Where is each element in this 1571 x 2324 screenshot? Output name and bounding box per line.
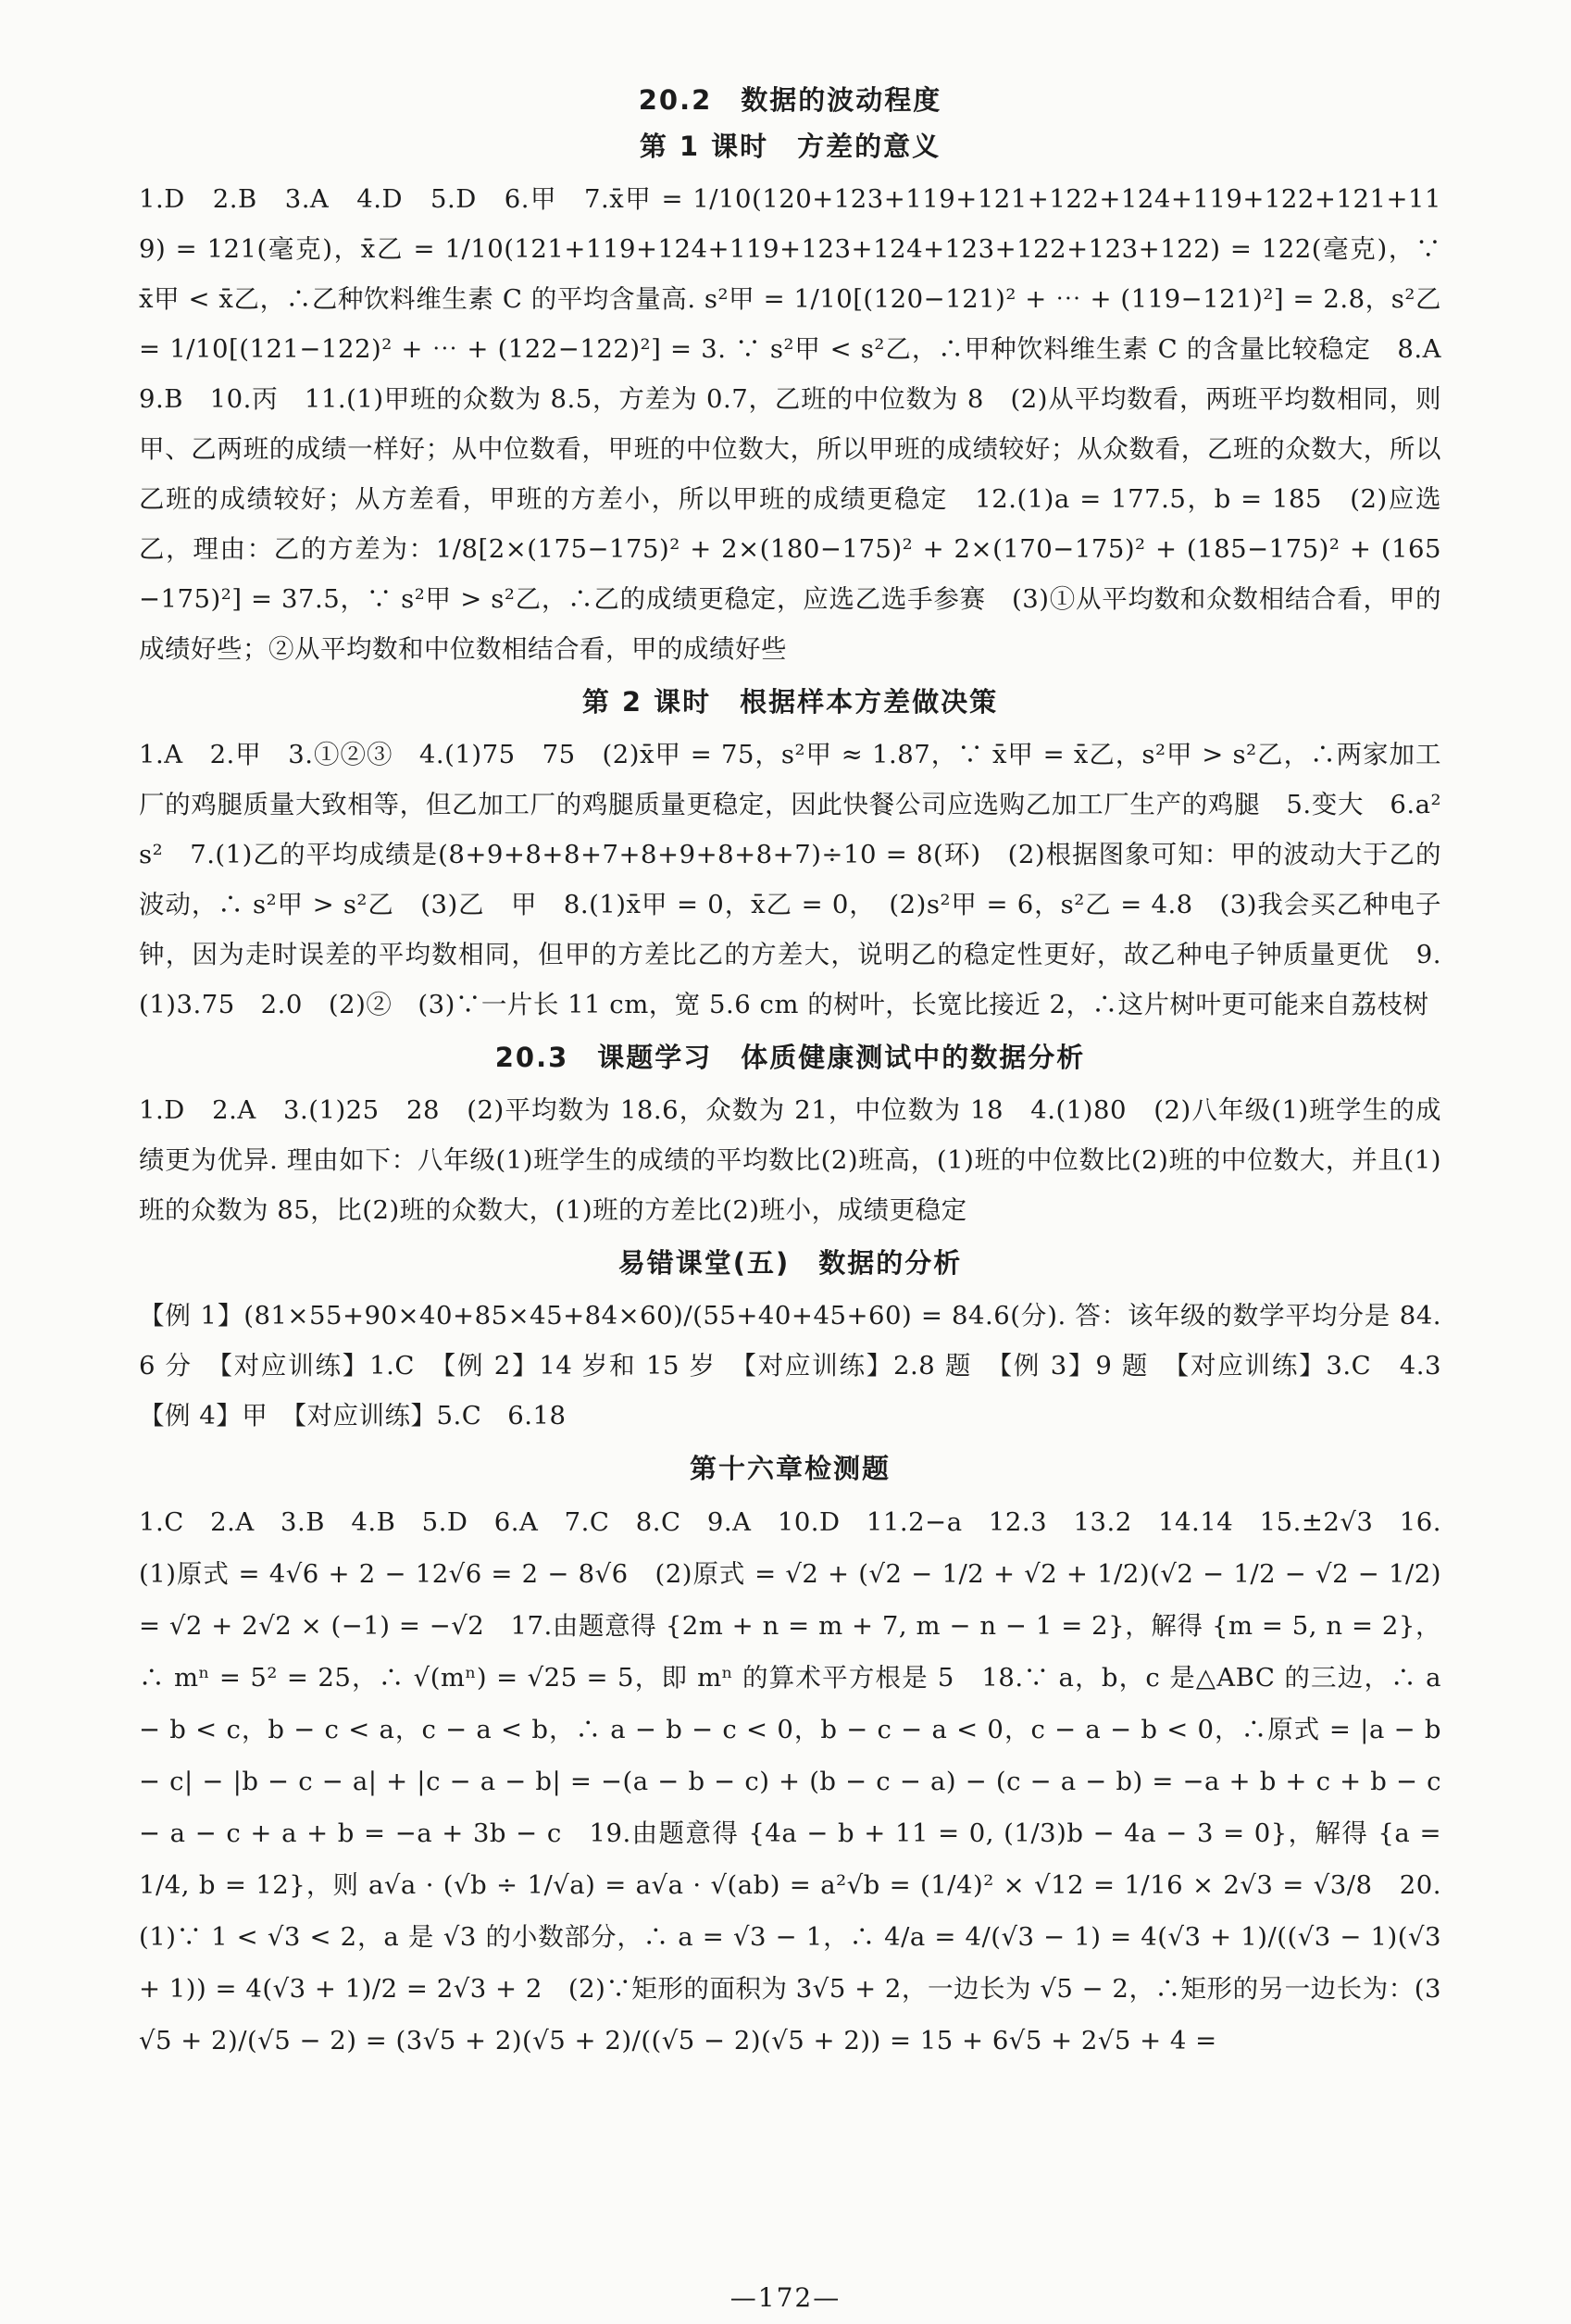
answer-paragraph: 1.D 2.B 3.A 4.D 5.D 6.甲 7.x̄甲 = 1/10(120+123+119+121+122+124+119+122+121+119) = 121(毫克)，x̄乙 = 1/10(121+119+124+119+123+124+123+122+123+122) = 122(毫克)，∵ x̄甲 < x̄乙，∴乙种饮料维生素 C 的平均含量高. s²甲 = 1/10[(120−121)² + ⋯ + (119−121)²] = 2.8，s²乙 = 1/10[(121−122)² + ⋯ + (122−122)²] = 3. ∵ s²甲 < s²乙，∴甲种饮料维生素 C 的含量比较稳定 8.A 9.B 10.丙 11.(1)甲班的众数为 8.5，方差为 0.7，乙班的中位数为 8 (2)从平均数看，两班平均数相同，则甲、乙两班的成绩一样好；从中位数看，甲班的中位数大，所以甲班的成绩较好；从众数看，乙班的众数大，所以乙班的成绩较好；从方差看，甲班的方差小，所以甲班的成绩更稳定 12.(1)a = 177.5，b = 185 (2)应选乙，理由：乙的方差为：1/8[2×(175−175)² + 2×(180−175)² + 2×(170−175)² + (185−175)² + (165−175)²] = 37.5，∵ s²甲 > s²乙，∴乙的成绩更稳定，应选乙选手参赛 (3)①从平均数和众数相结合看，甲的成绩好些；②从平均数和中位数相结合看，甲的成绩好些 xyxy=(139,184,1467,664)
lesson-title: 第 1 课时 方差的意义 xyxy=(639,131,941,162)
section-title: 20.3 课题学习 体质健康测试中的数据分析 xyxy=(494,1042,1086,1073)
section-title: 20.2 数据的波动程度 xyxy=(638,84,942,116)
answer-paragraph: 1.A 2.甲 3.①②③ 4.(1)75 75 (2)x̄甲 = 75，s²甲 ≈ 1.87，∵ x̄甲 = x̄乙，s²甲 > s²乙，∴两家加工厂的鸡腿质量大致相等，但乙加工厂的鸡腿质量更稳定，因此快餐公司应选购乙加工厂生产的鸡腿 5.变大 6.a²s² 7.(1)乙的平均成绩是(8+9+8+8+7+8+9+8+8+7)÷10 = 8(环) (2)根据图象可知：甲的波动大于乙的波动，∴ s²甲 > s²乙 (3)乙 甲 8.(1)x̄甲 = 0，x̄乙 = 0， (2)s²甲 = 6，s²乙 = 4.8 (3)我会买乙种电子钟，因为走时误差的平均数相同，但甲的方差比乙的方差大，说明乙的稳定性更好，故乙种电子钟质量更优 9.(1)3.75 2.0 (2)② (3)∵一片长 11 cm，宽 5.6 cm 的树叶，长宽比接近 2，∴这片树叶更可能来自荔枝树 xyxy=(139,740,1441,1019)
page-number: —172— xyxy=(729,2282,842,2313)
section-title: 易错课堂(五) 数据的分析 xyxy=(617,1247,963,1279)
lesson-title: 第 2 课时 根据样本方差做决策 xyxy=(581,686,999,718)
section-title: 第十六章检测题 xyxy=(689,1453,891,1484)
answer-paragraph: 1.C 2.A 3.B 4.B 5.D 6.A 7.C 8.C 9.A 10.D 11.2−a 12.3 13.2 14.14 15.±2√3 16.(1)原式 = 4√6 + 2 − 12√6 = 2 − 8√6 (2)原式 = √2 + (√2 − 1/2 + √2 + 1/2)(√2 − 1/2 − √2 − 1/2) = √2 + 2√2 × (−1) = −√2 17.由题意得 {2m + n = m + 7, m − n − 1 = 2}，解得 {m = 5, n = 2}，∴ mⁿ = 5² = 25，∴ √(mⁿ) = √25 = 5，即 mⁿ 的算术平方根是 5 18.∵ a，b，c 是△ABC 的三边，∴ a − b < c，b − c < a，c − a < b，∴ a − b − c < 0，b − c − a < 0，c − a − b < 0，∴原式 = |a − b − c| − |b − c − a| + |c − a − b| = −(a − b − c) + (b − c − a) − (c − a − b) = −a + b + c + b − c − a − c + a + b = −a + 3b − c 19.由题意得 {4a − b + 11 = 0, (1/3)b − 4a − 3 = 0}，解得 {a = 1/4, b = 12}，则 a√a · (√b ÷ 1/√a) = a√a · √(ab) = a²√b = (1/4)² × √12 = 1/16 × 2√3 = √3/8 20.(1)∵ 1 < √3 < 2，a 是 √3 的小数部分，∴ a = √3 − 1，∴ 4/a = 4/(√3 − 1) = 4(√3 + 1)/((√3 − 1)(√3 + 1)) = 4(√3 + 1)/2 = 2√3 + 2 (2)∵矩形的面积为 3√5 + 2，一边长为 √5 − 2，∴矩形的另一边长为：(3√5 + 2)/(√5 − 2) = (3√5 + 2)(√5 + 2)/((√5 − 2)(√5 + 2)) = 15 + 6√5 + 2√5 + 4 = xyxy=(139,1507,1441,2055)
answer-paragraph: 1.D 2.A 3.(1)25 28 (2)平均数为 18.6，众数为 21，中位数为 18 4.(1)80 (2)八年级(1)班学生的成绩更为优异. 理由如下：八年级(1)班学生的成绩的平均数比(2)班高，(1)班的中位数比(2)班的中位数大，并且(1)班的众数为 85，比(2)班的众数大，(1)班的方差比(2)班小，成绩更稳定 xyxy=(139,1095,1441,1225)
answer-paragraph: 【例 1】(81×55+90×40+85×45+84×60)/(55+40+45+60) = 84.6(分). 答：该年级的数学平均分是 84.6 分 【对应训练】1.C 【例 2】14 岁和 15 岁 【对应训练】2.8 题 【例 3】9 题 【对应训练】3.C 4.3 【例 4】甲 【对应训练】5.C 6.18 xyxy=(139,1301,1467,1431)
